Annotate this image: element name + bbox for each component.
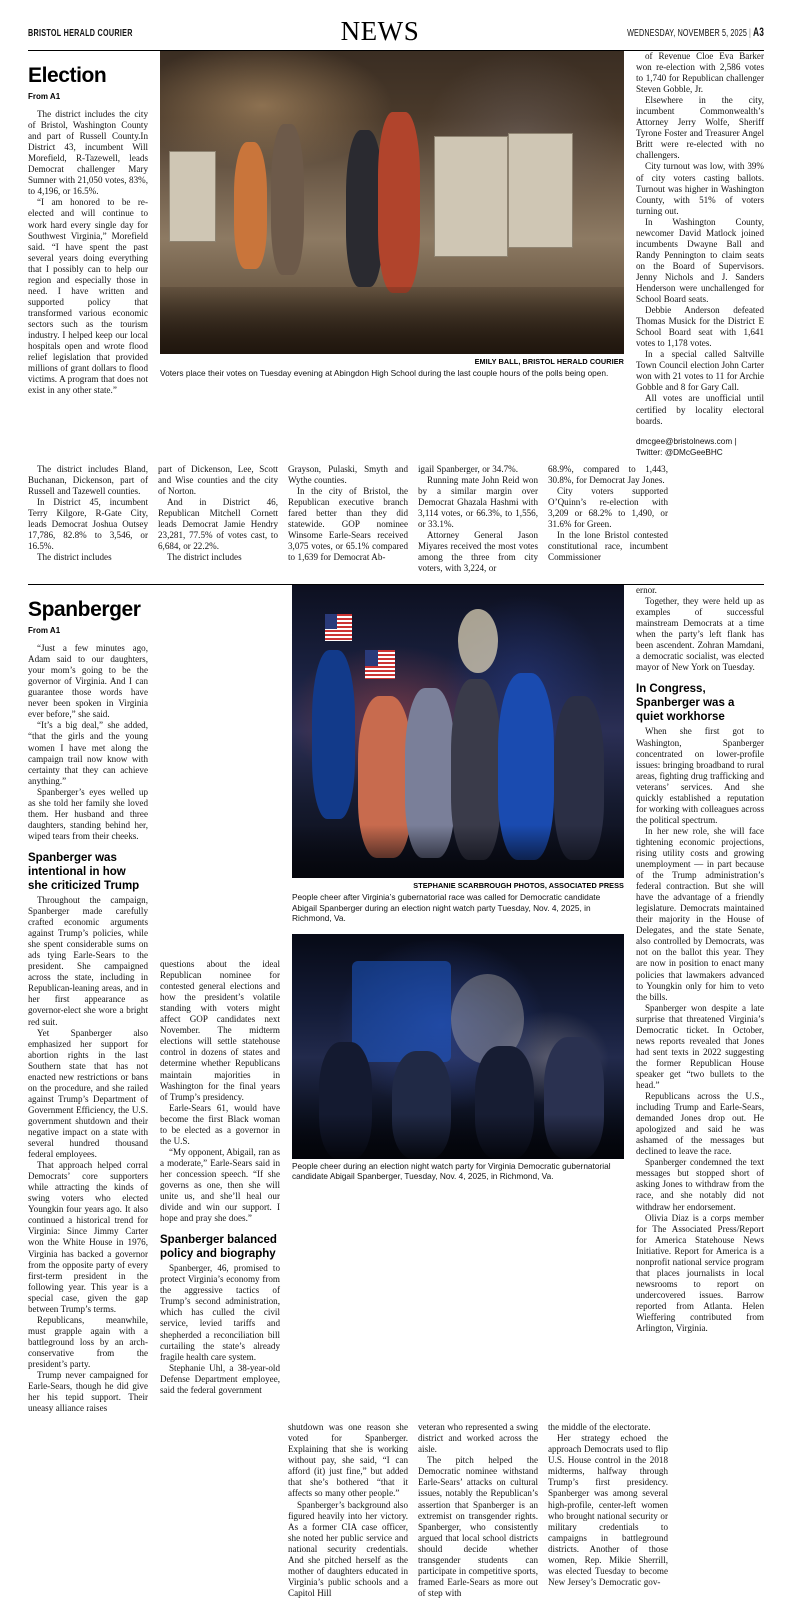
election-paragraph: All votes are unofficial until certified by locality electoral boards. <box>636 393 764 426</box>
spanberger-column-5 <box>548 1422 668 1599</box>
spanberger-column-4 <box>418 1422 538 1599</box>
spanberger-photo-1-caption: People cheer after Virginia’s gubernatorial race was called for Democratic candidate Abigail Spanberger during an election night watch party Tuesday, Nov. 4, 2025, in Richmond, Va. <box>292 892 601 924</box>
election-paragraph: City voters supported O’Quinn’s re-election with 3,209 or 68.2% to 1,490, or 31.6% for Green. <box>548 485 668 529</box>
election-photo-caption: Voters place their votes on Tuesday evening at Abingdon High School during the last couple hours of the polls being open. <box>160 368 609 378</box>
election-column-1-cont <box>28 464 148 574</box>
spanberger-paragraph: The pitch helped the Democratic nominee withstand Earle-Sears’ attacks on cultural issues, notably the Republican’s assertion that Spanberger is an extremist on transgender rights. Spanberger, who consistently argued that local school districts should decide whether transgender students can participate in competitive sports, framed Earle-Sears as more out of step with <box>418 1455 538 1598</box>
election-paragraph: And in District 46, Republican Mitchell Cornett leads Democrat Jamie Hendry 23,281, 77.5% of votes cast, to 6,684, or 22.2%. <box>158 496 278 551</box>
spanberger-paragraph: shutdown was one reason she voted for Spanberger. Explaining that she is working without pay, she said, “I can afford (it) just fine,” but added that she’s bothered “that it affects so many other people.” <box>288 1422 408 1499</box>
photo-credit-name: EMILY BALL <box>474 357 519 366</box>
spanberger-subhead-2: Spanberger balanced policy and biography <box>160 1234 277 1261</box>
spanberger-bottom-column-1 <box>28 1422 148 1599</box>
spanberger-paragraph: Spanberger won despite a late surprise that threatened Virginia’s Democratic ticket. In October, news reports revealed that Jones had sent texts in 2022 suggesting the former Republican House speaker get “two bullets to the head.” <box>636 1002 764 1090</box>
election-paragraph: In District 45, incumbent Terry Kilgore, R-Gate City, leads Democrat Joshua Outsey 17,786, 82.8% to 3,546, or 16.5%. <box>28 496 148 551</box>
election-photo-credit: EMILY BALL, BRISTOL HERALD COURIER <box>474 357 624 366</box>
election-headline: Election <box>28 64 107 87</box>
election-photo-block <box>160 51 624 458</box>
election-paragraph: In the lone Bristol contested constitutional race, incumbent Commissioner <box>548 529 668 562</box>
spanberger-paragraph: the middle of the electorate. <box>548 1422 651 1433</box>
election-paragraph: Debbie Anderson defeated Thomas Musick for the District E School Board seat with 1,641 votes to 1,178 votes. <box>636 305 764 349</box>
election-paragraph: In the city of Bristol, the Republican executive branch fared better than they did statewide. GOP nominee Winsome Earle-Sears received 3,075 votes, or 65.1% compared to 1,639 for Democrat Ab- <box>288 485 408 562</box>
publication-name: BRISTOL HERALD COURIER <box>28 25 133 39</box>
article-spanberger <box>28 585 764 1599</box>
issue-date: WEDNESDAY, NOVEMBER 5, 2025 <box>627 25 747 39</box>
election-paragraph: part of Dickenson, Lee, Scott and Wise counties and the city of Norton. <box>158 463 278 496</box>
spanberger-bottom-column-2 <box>158 1422 278 1599</box>
spanberger-headline: Spanberger <box>28 598 141 622</box>
election-paragraph: Running mate John Reid won by a similar margin over Democrat Ghazala Hashmi with 3,114 votes, or 66.3%, to 1,556, or 33.1%. <box>418 474 538 529</box>
spanberger-paragraph: veteran who represented a swing district and worked across the aisle. <box>418 1422 538 1455</box>
spanberger-paragraph: Spanberger’s eyes welled up as she told her family she loved them. Her husband and three daughters, standing behind her, wiped tears from their cheeks. <box>28 786 148 841</box>
election-paragraph: Grayson, Pulaski, Smyth and Wythe counties. <box>288 463 408 485</box>
spanberger-paragraph: Yet Spanberger also emphasized her support for abortion rights in the last Southern state that has not enacted new restrictions or bans on the procedure, and she railed against Trump’s Department of Government Efficiency, the U.S. government shutdown and their negative impact on a state with several hundred thousand federal employees. <box>28 1027 148 1160</box>
election-paragraph: “I am honored to be re-elected and will continue to work hard every single day for Southwest Virginia,” Morefield said. “I have spent the past several years doing everything that I possibly can to help our region and especially those in need. I have written and supported policy that transformed various economic sectors such as the tourism industry. I helped keep our local hospitals open and wrote flood relief legislation that provided millions of grant dollars to flood victims. A program that does not exist in any other state.” <box>28 197 148 396</box>
election-paragraph: The district includes Bland, Buchanan, Dickenson, part of Russell and Tazewell counties. <box>28 463 148 496</box>
spanberger-paragraph: Olivia Diaz is a corps member for The Associated Press/Report for America Statehouse News Initiative. Report for America is a nonprofit national service program that places journalists in local newsrooms to report on undercovered issues. Barrow reported from Atlanta. Helen Wieffering contributed from Arlington, Virginia. <box>636 1212 764 1334</box>
election-paragraph: The district includes <box>37 551 112 562</box>
spanberger-paragraph: “It’s a big deal,” she added, “that the girls and the young women I have met along the campaign trail now know with certainty that they can achieve anything.” <box>28 720 148 786</box>
spanberger-paragraph: Spanberger condemned the text messages but stopped short of asking Jones to withdraw from the race, and she notably did not withdraw her endorsement. <box>636 1157 764 1212</box>
photo-credit-name: STEPHANIE SCARBROUGH PHOTOS <box>413 881 545 891</box>
spanberger-paragraph: Stephanie Uhl, a 38-year-old Defense Department employee, said the federal government <box>160 1362 280 1395</box>
spanberger-paragraph: questions about the ideal Republican nominee for contested general elections and how the president’s volatile standing with voters might affect GOP candidates next November. The midterm elections will settle statehouse control in dozens of states and determine whether Republicans maintain majorities in Washington for the final years of Trump’s presidency. <box>160 959 280 1102</box>
article-election <box>28 51 764 574</box>
page-number: A3 <box>753 24 764 39</box>
spanberger-bottom-column-6 <box>678 1422 792 1599</box>
spanberger-column-3 <box>288 1422 408 1599</box>
section-title: NEWS <box>340 16 420 46</box>
election-column-4 <box>418 464 538 574</box>
spanberger-paragraph: Spanberger’s background also figured heavily into her victory. As a former CIA case officer, she noted her public service and national security credentials. And she pitched herself as the mother of daughters educated in Virginia’s public schools and a Capitol Hill <box>288 1499 408 1598</box>
spanberger-column-2-spacer <box>160 585 280 959</box>
election-column-6 <box>636 51 764 458</box>
page-masthead <box>28 0 764 46</box>
election-paragraph: of Revenue Cloe Eva Barker won re-election with 2,586 votes to 1,740 for Republican challenger Steven Gobble, Jr. <box>636 51 764 95</box>
spanberger-paragraph: Trump never campaigned for Earle-Sears, though he did give her his tepid support. Their uneasy alliance raises <box>28 1370 148 1414</box>
election-jumpline: From A1 <box>28 92 61 102</box>
spanberger-paragraph: Spanberger, 46, promised to protect Virginia’s economy from the aggressive tactics of Trump’s second administration, which has culled the civil service, levied tariffs and shepherded a reconciliation bill curtailing the state’s already fragile health care system. <box>160 1263 280 1362</box>
spanberger-paragraph: Her strategy echoed the approach Democrats used to flip U.S. House control in the 2018 midterms, halfway through Trump’s first presidency. Spanberger was among several high-profile, center-left women who brought national security or military credentials to campaigns in battleground districts. Another of those women, Rep. Mikie Sherrill, was elected Tuesday to become New Jersey’s Democratic gov- <box>548 1433 668 1587</box>
spanberger-paragraph: That approach helped corral Democrats’ core supporters while attracting the kinds of swing voters who elected Youngkin four years ago. It also continued a historical trend for Virginia: Since Jimmy Carter won the White House in 1976, Virginia has backed a governor from the opposite party of every first-term president in the following year. This year is a special case, given the gap between Trump’s terms. <box>28 1160 148 1314</box>
election-paragraph: In Washington County, newcomer David Matlock joined incumbents Dwayne Ball and Randy Pennington to claim seats on the Board of Supervisors. Jenny Nichols and J. Sanders Henderson were unchallenged for School Board seats. <box>636 216 764 305</box>
election-column-5 <box>548 464 668 574</box>
spanberger-paragraph: ernor. <box>636 585 657 596</box>
masthead-separator: | <box>748 25 751 39</box>
spanberger-paragraph: “Just a few minutes ago, Adam said to our daughters, your mom’s going to be the governor of Virginia. And I can guarantee those words have never been spoken in Virginia ever before,” she said. <box>28 643 148 720</box>
election-column-2 <box>158 464 278 574</box>
spanberger-photo-1 <box>292 585 624 878</box>
spanberger-jumpline: From A1 <box>28 626 61 636</box>
photo-credit-org: ASSOCIATED PRESS <box>548 881 624 891</box>
spanberger-column-1 <box>28 585 148 1414</box>
spanberger-paragraph: Republicans, meanwhile, must grapple again with a battleground loss by an arch-conservative from the president’s party. <box>28 1314 148 1369</box>
spanberger-photo-block <box>292 585 624 1414</box>
election-paragraph: 68.9%, compared to 1,443, 30.8%, for Democrat Jay Jones. <box>548 463 668 485</box>
spanberger-photo-1-credit: STEPHANIE SCARBROUGH PHOTOS, ASSOCIATED PRESS <box>413 881 624 891</box>
spanberger-subhead-3: In Congress, Spanberger was a quiet workhorse <box>636 683 735 724</box>
photo-credit-org: BRISTOL HERALD COURIER <box>522 357 624 366</box>
spanberger-photo-2-caption: People cheer during an election night watch party for Virginia Democratic gubernatorial candidate Abigail Spanberger, Tuesday, Nov. 4, 2025, in Richmond, Va. <box>292 1160 611 1182</box>
spanberger-paragraph: Together, they were held up as examples of successful mainstream Democrats at a time when the party’s left flank has been ascendent. Zohran Mamdani, a democratic socialist, was elected mayor of New York on Tuesday. <box>636 596 764 673</box>
spanberger-paragraph: In her new role, she will face tightening economic projections, rising utility costs and growing unemployment — in part because of the Trump administration’s federal contraction. But she will have the advantage of a friendly legislature. Democrats maintained their majority in the House of Delegates, and the state Senate, also controlled by Democrats, was not on the ballot this year. They are now in position to enact many policies that lawmakers advanced to Youngkin only for him to veto the bills. <box>636 825 764 1002</box>
spanberger-photo-2 <box>292 934 624 1159</box>
spanberger-paragraph: “My opponent, Abigail, ran as a moderate,” Earle-Sears said in her concession speech. “If she governs as one, then she will unite us, and she’ll heal our divide and win our support. I hope and pray she does.” <box>160 1146 280 1224</box>
election-paragraph: The district includes the city of Bristol, Washington County and part of Russell County.In District 43, incumbent Will Morefield, R-Tazewell, leads Democrat challenger Mary Sumner with 21,050 votes, 83%, to 4,196, or 16.5%. <box>28 109 148 197</box>
election-paragraph: In a special called Saltville Town Council election John Carter won with 21 votes to 11 for Archie Gobble and 8 for Gary Call. <box>636 349 764 393</box>
election-paragraph: Elsewhere in the city, incumbent Commonwealth’s Attorney Jerry Wolfe, Sheriff Tyrone Foster and Treasurer Angel Britt were re-elected with no challengers. <box>636 95 764 161</box>
spanberger-subhead-1: Spanberger was intentional in how she criticized Trump <box>28 851 140 892</box>
election-paragraph: The district includes <box>167 551 242 562</box>
spanberger-column-2 <box>160 585 280 1414</box>
election-photo <box>160 51 624 354</box>
election-paragraph: City turnout was low, with 39% of city voters casting ballots. Turnout was higher in Washington County, with 51% of voters turning out. <box>636 161 764 216</box>
election-paragraph: igail Spanberger, or 34.7%. <box>418 463 519 474</box>
election-left-column <box>28 51 148 458</box>
spanberger-column-6 <box>636 585 764 1414</box>
spanberger-paragraph: When she first got to Washington, Spanberger concentrated on lower-profile issues: bringing broadband to rural areas, fighting drug trafficking and veterans’ services. And she quickly established a reputation for working with colleagues across the political spectrum. <box>636 726 765 825</box>
reporter-contact: dmcgee@bristolnews.com | Twitter: @DMcGeeBHC <box>636 436 737 457</box>
date-and-page <box>627 24 764 46</box>
election-paragraph: Attorney General Jason Miyares received the most votes among the three from city voters, with 3,224, or <box>418 529 538 574</box>
spanberger-paragraph: Republicans across the U.S., including Trump and Earle-Sears, demanded Jones drop out. He apologized and said he was ashamed of the messages but declined to leave the race. <box>636 1091 764 1157</box>
spanberger-paragraph: Earle-Sears 61, would have become the first Black woman to be elected as a governor in the U.S. <box>160 1102 280 1146</box>
spanberger-paragraph: Throughout the campaign, Spanberger made carefully crafted economic arguments against Trump’s policies, while she spent considerable sums on ads tying Earle-Sears to the president. She campaigned across the state, including in Republican-leaning areas, and in her first appearance as governor-elect she wore a bright red suit. <box>28 895 148 1027</box>
election-column-3 <box>288 464 408 574</box>
election-column-6-spacer <box>678 464 792 574</box>
